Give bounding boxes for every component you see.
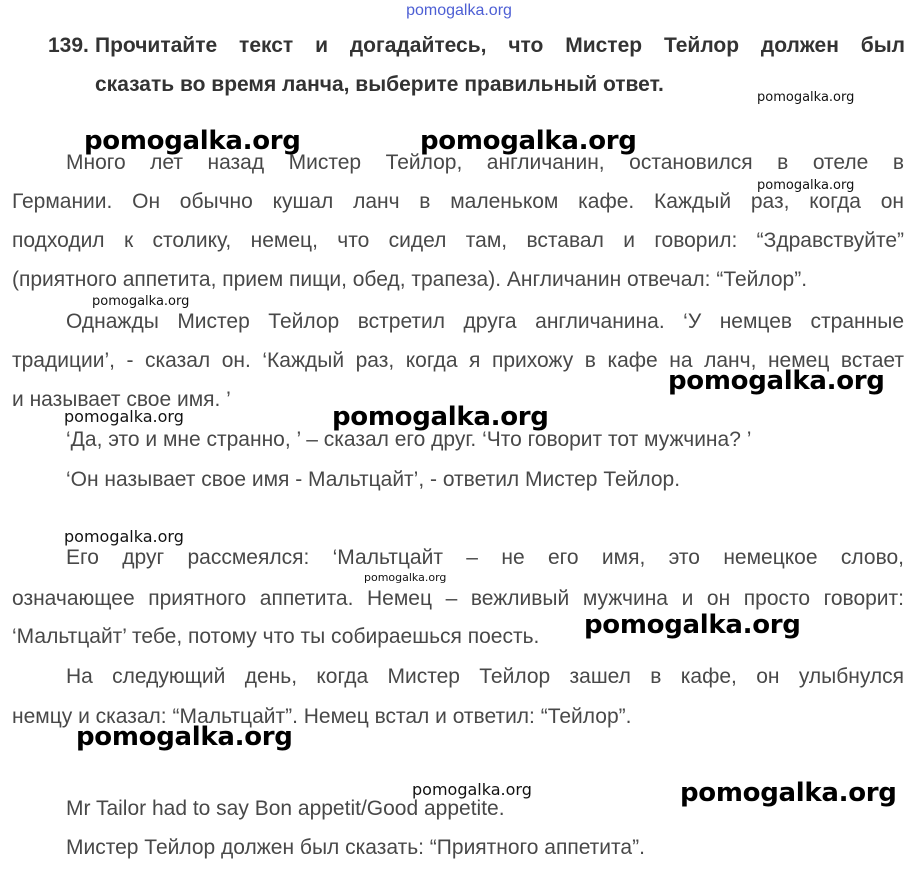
task-number: 139. — [48, 34, 89, 57]
paragraph-1-line-2: Германии. Он обычно кушал ланч в маленьком кафе. Каждый раз, когда он — [12, 190, 904, 213]
paragraph-4-line-1: ‘Он называет свое имя - Мальтцайт’, - ответил Мистер Тейлор. — [66, 468, 681, 491]
watermark: pomogalka.org — [332, 402, 549, 432]
task-title-line-2: сказать во время ланча, выберите правильный ответ. — [95, 73, 664, 96]
paragraph-1-line-3: подходил к столику, немец, что сидел там, вставал и говорил: “Здравствуйте” — [12, 229, 904, 252]
watermark: pomogalka.org — [584, 610, 801, 640]
answer-english: Mr Tailor had to say Bon appetit/Good appetite. — [66, 797, 505, 820]
watermark: pomogalka.org — [76, 722, 293, 752]
watermark: pomogalka.org — [364, 571, 447, 584]
task-title-line-1: Прочитайте текст и догадайтесь, что Мистер Тейлор должен был — [95, 34, 905, 57]
paragraph-1-line-4: (приятного аппетита, прием пищи, обед, трапеза). Англичанин отвечал: “Тейлор”. — [12, 268, 808, 291]
paragraph-5-line-1: Его друг рассмеялся: ‘Мальтцайт – не его имя, это немецкое слово, — [66, 546, 904, 569]
watermark: pomogalka.org — [668, 366, 885, 396]
watermark: pomogalka.org — [680, 778, 897, 808]
paragraph-2-line-1: Однажды Мистер Тейлор встретил друга англичанина. ‘У немцев странные — [66, 310, 904, 333]
paragraph-6-line-1: На следующий день, когда Мистер Тейлор зашел в кафе, он улыбнулся — [66, 665, 904, 688]
paragraph-1-line-1: Много лет назад Мистер Тейлор, англичанин, остановился в отеле в — [66, 151, 904, 174]
paragraph-6-line-2: немцу и сказал: “Мальтцайт”. Немец встал и ответил: “Тейлор”. — [12, 705, 632, 728]
header-watermark: pomogalka.org — [406, 2, 512, 19]
watermark: pomogalka.org — [64, 527, 184, 546]
paragraph-2-line-3: и называет свое имя. ’ — [12, 388, 231, 411]
watermark: pomogalka.org — [92, 294, 190, 309]
watermark: pomogalka.org — [84, 126, 301, 156]
paragraph-5-line-3: ‘Мальтцайт’ тебе, потому что ты собираешься поесть. — [12, 625, 540, 648]
watermark: pomogalka.org — [420, 126, 637, 156]
watermark: pomogalka.org — [757, 178, 855, 193]
watermark: pomogalka.org — [64, 407, 184, 426]
paragraph-3-line-1: ‘Да, это и мне странно, ’ – сказал его друг. ‘Что говорит тот мужчина? ’ — [66, 428, 752, 451]
answer-russian: Мистер Тейлор должен был сказать: “Приятного аппетита”. — [66, 836, 645, 859]
paragraph-2-line-2: традиции’, - сказал он. ‘Каждый раз, когда я прихожу в кафе на ланч, немец встает — [12, 349, 904, 372]
watermark: pomogalka.org — [757, 90, 855, 105]
watermark: pomogalka.org — [412, 780, 532, 799]
paragraph-5-line-2: означающее приятного аппетита. Немец – вежливый мужчина и он просто говорит: — [12, 587, 904, 610]
